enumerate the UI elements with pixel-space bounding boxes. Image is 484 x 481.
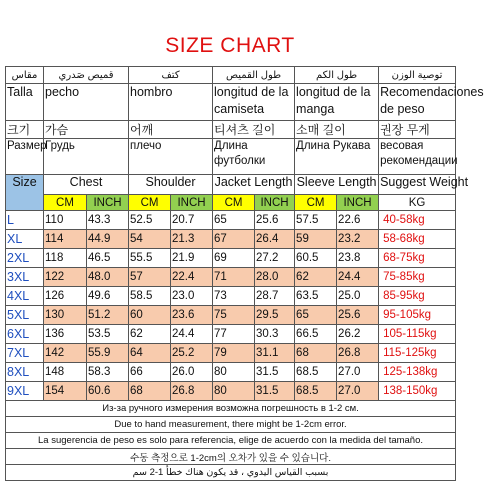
header-korean-size: 크기	[6, 121, 44, 139]
measure-cell: 65	[295, 306, 337, 325]
size-label: XL	[6, 230, 44, 249]
header-row-korean	[6, 121, 456, 139]
measure-cell: 46.5	[87, 249, 129, 268]
measure-cell: 68	[295, 344, 337, 363]
measure-cell: 23.8	[337, 249, 379, 268]
header-english-size: Size	[6, 175, 44, 211]
measure-cell: 68	[129, 382, 171, 401]
note-row	[6, 433, 456, 449]
weight-cell: 138-150kg	[379, 382, 456, 401]
header-row-spanish	[6, 84, 456, 121]
header-spanish-shoulder: hombro	[129, 84, 213, 121]
header-korean-chest: 가슴	[44, 121, 129, 139]
measure-cell: 21.3	[171, 230, 213, 249]
header-english-sleeve-length: Sleeve Length	[295, 175, 379, 195]
table-row	[6, 268, 456, 287]
header-russian-chest: Грудь	[44, 139, 129, 175]
unit-kg: KG	[379, 195, 456, 211]
measure-cell: 30.3	[255, 325, 295, 344]
measure-cell: 63.5	[295, 287, 337, 306]
weight-cell: 58-68kg	[379, 230, 456, 249]
header-row-russian	[6, 139, 456, 175]
header-spanish-suggest-weight: Recomendaciones de peso	[379, 84, 456, 121]
unit-inch: INCH	[87, 195, 129, 211]
measure-cell: 51.2	[87, 306, 129, 325]
measure-cell: 62	[129, 325, 171, 344]
note-row	[6, 417, 456, 433]
weight-cell: 115-125kg	[379, 344, 456, 363]
note: 수동 측정으로 1-2cm의 오차가 있을 수 있습니다.	[6, 449, 456, 465]
measure-cell: 24.4	[337, 268, 379, 287]
measure-cell: 77	[213, 325, 255, 344]
measure-cell: 29.5	[255, 306, 295, 325]
size-label: 9XL	[6, 382, 44, 401]
measure-cell: 44.9	[87, 230, 129, 249]
measure-cell: 114	[44, 230, 87, 249]
unit-inch: INCH	[171, 195, 213, 211]
header-korean-jacket-length: 티셔츠 길이	[213, 121, 295, 139]
measure-cell: 48.0	[87, 268, 129, 287]
weight-cell: 85-95kg	[379, 287, 456, 306]
measure-cell: 22.4	[171, 268, 213, 287]
measure-cell: 52.5	[129, 211, 171, 230]
table-row	[6, 382, 456, 401]
size-label: L	[6, 211, 44, 230]
measure-cell: 25.0	[337, 287, 379, 306]
header-russian-shoulder: плечо	[129, 139, 213, 175]
weight-cell: 40-58kg	[379, 211, 456, 230]
measure-cell: 66	[129, 363, 171, 382]
weight-cell: 125-138kg	[379, 363, 456, 382]
measure-cell: 25.6	[337, 306, 379, 325]
note-row	[6, 401, 456, 417]
measure-cell: 22.6	[337, 211, 379, 230]
measure-cell: 136	[44, 325, 87, 344]
measure-cell: 57	[129, 268, 171, 287]
note: بسبب القياس اليدوي ، قد يكون هناك خطأ 1-2 سم	[6, 465, 456, 481]
header-russian-jacket-length: Длина футболки	[213, 139, 295, 175]
note-row	[6, 465, 456, 481]
header-row-english	[6, 175, 456, 195]
measure-cell: 130	[44, 306, 87, 325]
measure-cell: 62	[295, 268, 337, 287]
measure-cell: 31.5	[255, 382, 295, 401]
measure-cell: 57.5	[295, 211, 337, 230]
measure-cell: 26.0	[171, 363, 213, 382]
measure-cell: 31.5	[255, 363, 295, 382]
measure-cell: 65	[213, 211, 255, 230]
chart-title: SIZE CHART	[165, 34, 295, 57]
measure-cell: 59	[295, 230, 337, 249]
header-russian-suggest-weight: весовая рекомендации	[379, 139, 456, 175]
size-label: 3XL	[6, 268, 44, 287]
table-row	[6, 230, 456, 249]
size-label: 8XL	[6, 363, 44, 382]
measure-cell: 55.5	[129, 249, 171, 268]
header-spanish-sleeve-length: longitud de la manga	[295, 84, 379, 121]
measure-cell: 68.5	[295, 363, 337, 382]
measure-cell: 64	[129, 344, 171, 363]
header-spanish-size: Talla	[6, 84, 44, 121]
header-arabic-size: مقاس	[6, 67, 44, 84]
measure-cell: 25.2	[171, 344, 213, 363]
size-label: 4XL	[6, 287, 44, 306]
header-arabic-sleeve-length: طول الكم	[295, 67, 379, 84]
measure-cell: 126	[44, 287, 87, 306]
measure-cell: 26.8	[171, 382, 213, 401]
note: La sugerencia de peso es solo para referencia, elige de acuerdo con la medida del tamaño.	[6, 433, 456, 449]
header-russian-size: Размер	[6, 139, 44, 175]
size-label: 6XL	[6, 325, 44, 344]
measure-cell: 27.2	[255, 249, 295, 268]
note: Due to hand measurement, there might be 1-2cm error.	[6, 417, 456, 433]
measure-cell: 80	[213, 382, 255, 401]
measure-cell: 154	[44, 382, 87, 401]
size-label: 5XL	[6, 306, 44, 325]
header-arabic-shoulder: كتف	[129, 67, 213, 84]
measure-cell: 60	[129, 306, 171, 325]
header-russian-sleeve-length: Длина Рукава	[295, 139, 379, 175]
measure-cell: 58.3	[87, 363, 129, 382]
table-row	[6, 325, 456, 344]
weight-cell: 95-105kg	[379, 306, 456, 325]
table-row	[6, 249, 456, 268]
unit-cm: CM	[295, 195, 337, 211]
header-arabic-chest: قميص صَدري	[44, 67, 129, 84]
table-row	[6, 287, 456, 306]
measure-cell: 28.0	[255, 268, 295, 287]
weight-cell: 105-115kg	[379, 325, 456, 344]
unit-inch: INCH	[255, 195, 295, 211]
header-english-chest: Chest	[44, 175, 129, 195]
measure-cell: 26.8	[337, 344, 379, 363]
measure-cell: 23.0	[171, 287, 213, 306]
table-row	[6, 211, 456, 230]
measure-cell: 26.4	[255, 230, 295, 249]
measure-cell: 54	[129, 230, 171, 249]
measure-cell: 69	[213, 249, 255, 268]
measure-cell: 73	[213, 287, 255, 306]
measure-cell: 148	[44, 363, 87, 382]
header-english-suggest-weight: Suggest Weight	[379, 175, 456, 195]
header-korean-sleeve-length: 소매 길이	[295, 121, 379, 139]
measure-cell: 31.1	[255, 344, 295, 363]
measure-cell: 43.3	[87, 211, 129, 230]
measure-cell: 20.7	[171, 211, 213, 230]
measure-cell: 27.0	[337, 363, 379, 382]
measure-cell: 66.5	[295, 325, 337, 344]
header-spanish-chest: pecho	[44, 84, 129, 121]
measure-cell: 67	[213, 230, 255, 249]
size-table	[5, 66, 484, 481]
header-spanish-jacket-length: longitud de la camiseta	[213, 84, 295, 121]
note-row	[6, 449, 456, 465]
measure-cell: 60.6	[87, 382, 129, 401]
table-row	[6, 344, 456, 363]
header-arabic-suggest-weight: توصية الوزن	[379, 67, 456, 84]
measure-cell: 75	[213, 306, 255, 325]
measure-cell: 71	[213, 268, 255, 287]
measure-cell: 26.2	[337, 325, 379, 344]
header-row-arabic	[6, 67, 456, 84]
unit-cm: CM	[213, 195, 255, 211]
unit-inch: INCH	[337, 195, 379, 211]
measure-cell: 53.5	[87, 325, 129, 344]
measure-cell: 80	[213, 363, 255, 382]
measure-cell: 58.5	[129, 287, 171, 306]
measure-cell: 23.6	[171, 306, 213, 325]
header-arabic-jacket-length: طول القميص	[213, 67, 295, 84]
header-korean-suggest-weight: 권장 무게	[379, 121, 456, 139]
size-label: 7XL	[6, 344, 44, 363]
header-english-shoulder: Shoulder	[129, 175, 213, 195]
size-label: 2XL	[6, 249, 44, 268]
measure-cell: 60.5	[295, 249, 337, 268]
table-row	[6, 306, 456, 325]
measure-cell: 49.6	[87, 287, 129, 306]
header-english-jacket-length: Jacket Length	[213, 175, 295, 195]
measure-cell: 25.6	[255, 211, 295, 230]
measure-cell: 142	[44, 344, 87, 363]
measure-cell: 118	[44, 249, 87, 268]
note: Из-за ручного измерения возможна погрешность в 1-2 см.	[6, 401, 456, 417]
measure-cell: 68.5	[295, 382, 337, 401]
measure-cell: 28.7	[255, 287, 295, 306]
measure-cell: 55.9	[87, 344, 129, 363]
measure-cell: 110	[44, 211, 87, 230]
weight-cell: 68-75kg	[379, 249, 456, 268]
unit-cm: CM	[44, 195, 87, 211]
measure-cell: 122	[44, 268, 87, 287]
table-row	[6, 363, 456, 382]
weight-cell: 75-85kg	[379, 268, 456, 287]
header-korean-shoulder: 어깨	[129, 121, 213, 139]
measure-cell: 21.9	[171, 249, 213, 268]
measure-cell: 23.2	[337, 230, 379, 249]
unit-cm: CM	[129, 195, 171, 211]
unit-row	[6, 195, 456, 211]
measure-cell: 79	[213, 344, 255, 363]
measure-cell: 24.4	[171, 325, 213, 344]
measure-cell: 27.0	[337, 382, 379, 401]
